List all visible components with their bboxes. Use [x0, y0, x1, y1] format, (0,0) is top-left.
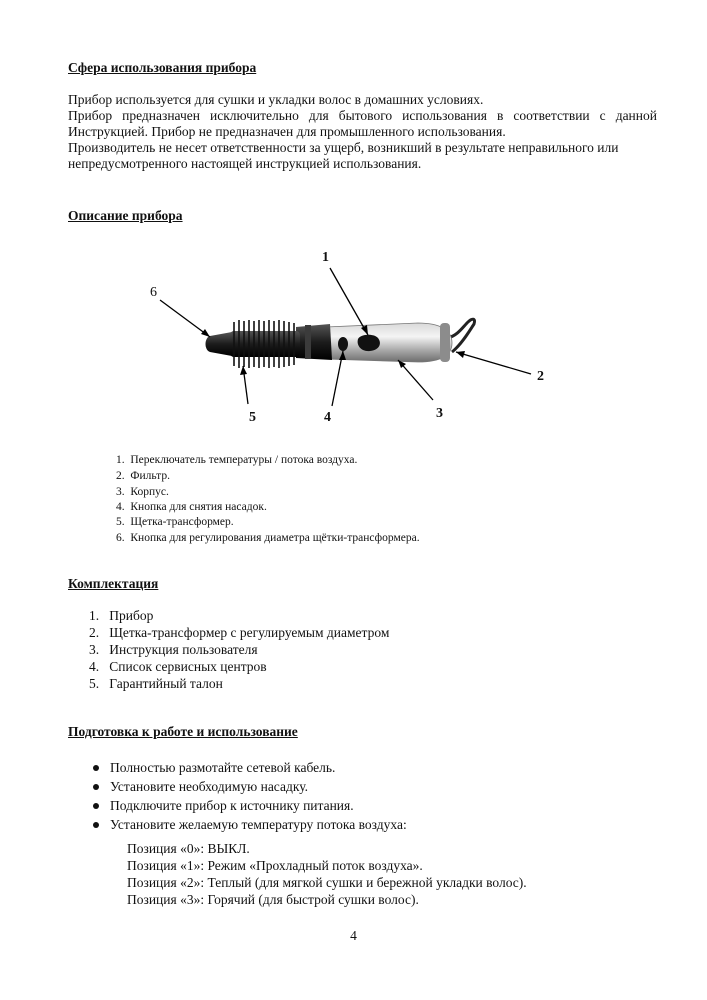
description-item-2: 2. Фильтр. [116, 470, 170, 482]
position-1: Позиция «1»: Режим «Прохладный поток воздуха». [127, 858, 423, 873]
prep-heading: Подготовка к работе и использование [68, 724, 298, 739]
cord [448, 319, 475, 352]
page-number: 4 [350, 928, 357, 943]
bullet-dot [93, 765, 99, 771]
description-heading: Описание прибора [68, 208, 183, 223]
callout-3: 3 [436, 406, 443, 421]
position-2: Позиция «2»: Теплый (для мягкой сушки и бережной укладки волос). [127, 875, 527, 890]
kit-item-4: 4. Список сервисных центров [89, 659, 267, 674]
scope-text [68, 92, 657, 172]
description-item-3: 3. Корпус. [116, 486, 169, 498]
position-0: Позиция «0»: ВЫКЛ. [127, 841, 250, 856]
bullet-dot [93, 822, 99, 828]
device-illustration [0, 240, 707, 430]
bullet-dot [93, 784, 99, 790]
description-item-5: 5. Щетка-трансформер. [116, 516, 234, 528]
scope-line-2: Прибор предназначен исключительно для бытового использования в соответствии с данной Инструкцией. Прибор не предназначен для промышленного использования. [68, 108, 657, 139]
bullet-dot [93, 803, 99, 809]
position-3: Позиция «3»: Горячий (для быстрой сушки волос). [127, 892, 419, 907]
description-item-6: 6. Кнопка для регулирования диаметра щётки-трансформера. [116, 532, 420, 544]
scope-line-1: Прибор используется для сушки и укладки волос в домашних условиях. [68, 92, 484, 107]
callout-5: 5 [249, 410, 256, 425]
description-item-1: 1. Переключатель температуры / потока воздуха. [116, 454, 358, 466]
callout-4: 4 [324, 410, 331, 425]
collar-ring [305, 325, 311, 359]
scope-heading: Сфера использования прибора [68, 60, 257, 75]
kit-item-1: 1. Прибор [89, 608, 154, 623]
brush-tip-cap [206, 332, 233, 356]
callout-6: 6 [150, 285, 157, 300]
kit-item-2: 2. Щетка-трансформер с регулируемым диаметром [89, 625, 390, 640]
collar [296, 324, 332, 360]
release-button [338, 337, 348, 351]
kit-item-3: 3. Инструкция пользователя [89, 642, 258, 657]
callout-1: 1 [322, 250, 329, 265]
kit-heading: Комплектация [68, 576, 159, 591]
callout-2: 2 [537, 369, 544, 384]
body-end-ring [440, 323, 450, 362]
scope-line-3: Производитель не несет ответственности за ущерб, возникший в результате неправильного или непредусмотренного настоящей инструкцией использования. [68, 140, 619, 171]
prep-bullet-3: Подключите прибор к источнику питания. [110, 798, 354, 813]
prep-bullet-2: Установите необходимую насадку. [110, 779, 308, 794]
kit-item-5: 5. Гарантийный талон [89, 676, 223, 691]
prep-bullet-1: Полностью размотайте сетевой кабель. [110, 760, 336, 775]
prep-bullet-4: Установите желаемую температуру потока воздуха: [110, 817, 407, 832]
description-item-4: 4. Кнопка для снятия насадок. [116, 501, 267, 513]
